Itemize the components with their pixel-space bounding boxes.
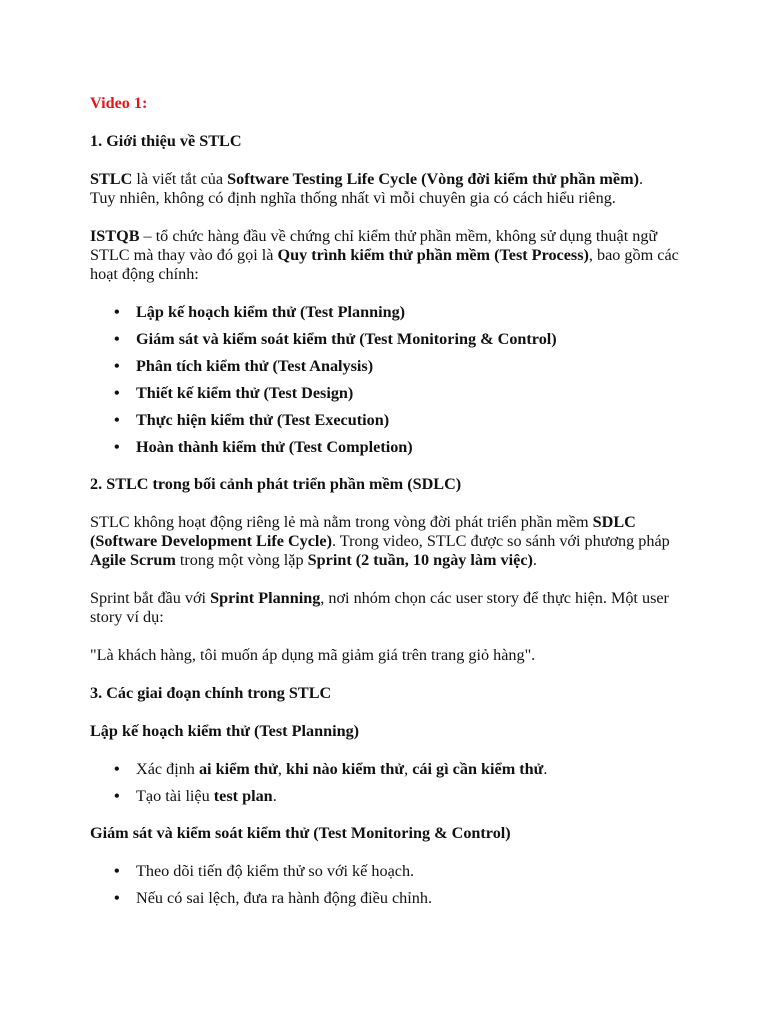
planning-list (90, 760, 690, 814)
list-item: • Hoàn thành kiểm thử (Test Completion) (114, 438, 413, 456)
section1-heading: 1. Giới thiệu về STLC (90, 132, 242, 150)
planning-subheading: Lập kế hoạch kiểm thử (Test Planning) (90, 722, 360, 740)
list-item: • Giám sát và kiểm soát kiểm thử (Test Monitoring & Control) (114, 330, 557, 348)
list-item: • Thực hiện kiểm thử (Test Execution) (114, 411, 390, 429)
bullet-icon: • (114, 303, 120, 321)
stlc-expansion: Software Testing Life Cycle (Vòng đời kiểm thử phần mềm) (227, 170, 639, 188)
bullet-icon: • (114, 330, 120, 348)
sprint-planning-term: Sprint Planning (210, 589, 321, 607)
test-process-term: Quy trình kiểm thử phần mềm (Test Process) (277, 246, 589, 264)
bullet-icon: • (114, 760, 120, 778)
bullet-icon: • (114, 787, 120, 805)
bullet-icon: • (114, 438, 120, 456)
activities-list (90, 303, 690, 465)
section1-paragraph2: ISTQB – tổ chức hàng đầu về chứng chỉ kiểm thử phần mềm, không sử dụng thuật ngữ STLC mà thay vào đó gọi là Quy trình kiểm thử phần mềm (Test Process), bao gồm các hoạt động chính: (90, 227, 679, 283)
section1-paragraph1: STLC là viết tắt của Software Testing Life Cycle (Vòng đời kiểm thử phần mềm). Tuy nhiên, không có định nghĩa thống nhất vì mỗi chuyên gia có cách hiểu riêng. (90, 170, 644, 207)
bullet-icon: • (114, 357, 120, 375)
list-item: • Phân tích kiểm thử (Test Analysis) (114, 357, 374, 375)
video-title: Video 1: (90, 94, 148, 112)
document-body (90, 94, 690, 916)
list-item: • Xác định ai kiểm thử, khi nào kiểm thử, cái gì cần kiểm thử. (114, 760, 548, 778)
monitoring-list (90, 862, 690, 916)
list-item: • Theo dõi tiến độ kiểm thử so với kế hoạch. (114, 862, 415, 880)
monitoring-subheading: Giám sát và kiểm soát kiểm thử (Test Monitoring & Control) (90, 824, 511, 842)
agile-scrum-term: Agile Scrum (90, 551, 176, 569)
section2-heading: 2. STLC trong bối cảnh phát triển phần mềm (SDLC) (90, 475, 462, 493)
user-story-quote: "Là khách hàng, tôi muốn áp dụng mã giảm giá trên trang giỏ hàng". (90, 646, 536, 664)
section2-paragraph2: Sprint bắt đầu với Sprint Planning, nơi nhóm chọn các user story để thực hiện. Một user story ví dụ: (90, 589, 669, 626)
list-item: • Thiết kế kiểm thử (Test Design) (114, 384, 354, 402)
bullet-icon: • (114, 889, 120, 907)
bullet-icon: • (114, 411, 120, 429)
sdlc-term: SDLC (Software Development Life Cycle) (90, 513, 636, 550)
section2-paragraph1: STLC không hoạt động riêng lẻ mà nằm trong vòng đời phát triển phần mềm SDLC (Software Development Life Cycle). Trong video, STLC được so sánh với phương pháp Agile Scrum trong một vòng lặp Sprint (2 tuần, 10 ngày làm việc). (90, 513, 670, 569)
list-item: • Nếu có sai lệch, đưa ra hành động điều chỉnh. (114, 889, 433, 907)
stlc-term: STLC (90, 170, 133, 188)
list-item: • Tạo tài liệu test plan. (114, 787, 277, 805)
list-item: • Lập kế hoạch kiểm thử (Test Planning) (114, 303, 406, 321)
section3-heading: 3. Các giai đoạn chính trong STLC (90, 684, 332, 702)
sprint-term: Sprint (2 tuần, 10 ngày làm việc) (307, 551, 533, 569)
bullet-icon: • (114, 862, 120, 880)
istqb-term: ISTQB (90, 227, 140, 245)
bullet-icon: • (114, 384, 120, 402)
